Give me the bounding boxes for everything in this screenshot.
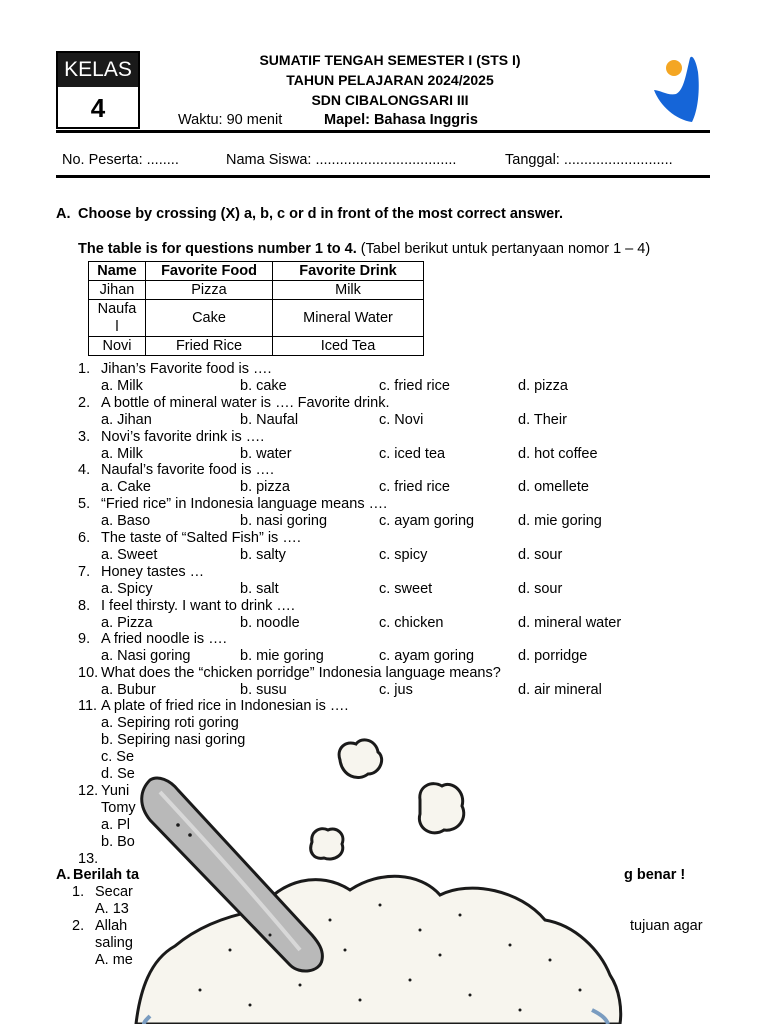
subject: Mapel: Bahasa Inggris (324, 112, 478, 128)
answer-option[interactable]: a. Pizza (101, 614, 153, 631)
question-number: 12. (78, 783, 99, 799)
table-cell: Novi (89, 337, 146, 356)
answer-option[interactable]: d. sour (518, 547, 563, 563)
answer-option[interactable]: c. fried rice (379, 378, 450, 394)
answer-option[interactable]: d. pizza (518, 378, 568, 394)
question-number: 6. (78, 530, 91, 546)
answer-option[interactable]: c. Novi (379, 411, 424, 428)
answer-option[interactable]: c. iced tea (379, 445, 446, 462)
question-number: 8. (78, 597, 91, 614)
question-text-end: tujuan agar (630, 918, 703, 934)
answer-option[interactable]: a. Baso (101, 513, 151, 530)
answer-option[interactable]: c. spicy (379, 547, 428, 563)
question-number: 2. (72, 918, 85, 934)
question-number: 3. (78, 428, 91, 445)
table-intro-translation: (Tabel berikut untuk pertanyaan nomor 1 – 4) (360, 241, 651, 257)
section-a-instruction: Choose by crossing (X) a, b, c or d in front of the most correct answer. (78, 206, 564, 222)
table-cell-line: l (115, 319, 119, 335)
answer-option[interactable]: a. Sweet (101, 547, 158, 563)
table-cell-line: Naufa (97, 301, 137, 317)
question-number: 13. (78, 851, 99, 867)
answer-option[interactable]: c. Se (101, 749, 135, 765)
student-name: Nama Siswa: ................................... (226, 152, 457, 168)
answer-option[interactable]: b. salty (240, 547, 286, 563)
question-number: 7. (78, 563, 91, 580)
question-text: Naufal’s favorite food is …. (101, 462, 275, 479)
question-text: Yuni (101, 783, 130, 799)
exam-title: SUMATIF TENGAH SEMESTER I (STS I) (259, 52, 521, 68)
section-b-label: A. (56, 867, 71, 883)
answer-option[interactable]: c. ayam goring (379, 513, 475, 530)
question-text: A plate of fried rice in Indonesian is …. (101, 698, 349, 714)
question-number: 9. (78, 631, 91, 648)
answer-option[interactable]: c. jus (379, 682, 413, 699)
answer-option[interactable]: A. me (95, 952, 133, 968)
table-cell: Iced Tea (273, 337, 424, 356)
academic-year: TAHUN PELAJARAN 2024/2025 (286, 72, 494, 88)
answer-option[interactable]: b. water (240, 445, 292, 462)
question-text: A bottle of mineral water is …. Favorite drink. (101, 394, 390, 411)
answer-option[interactable]: b. pizza (240, 479, 290, 496)
question-number: 2. (78, 394, 91, 411)
question-number: 5. (78, 496, 91, 513)
question-text: Jihan’s Favorite food is …. (101, 361, 272, 377)
answer-option[interactable]: c. chicken (379, 614, 444, 631)
question-text: Honey tastes … (101, 563, 205, 580)
table-header: Favorite Food (146, 262, 273, 281)
answer-option[interactable]: c. sweet (379, 580, 433, 597)
answer-option[interactable]: d. sour (518, 580, 563, 597)
answer-option[interactable]: c. ayam goring (379, 648, 475, 665)
question-text: The taste of “Salted Fish” is …. (101, 530, 301, 546)
answer-option[interactable]: b. mie goring (240, 648, 324, 665)
answer-option[interactable]: a. Milk (101, 378, 143, 394)
question-text: Secar (95, 884, 133, 900)
answer-option[interactable]: d. mineral water (518, 614, 622, 631)
kelas-number: 4 (90, 93, 106, 123)
answer-option[interactable]: a. Jihan (101, 411, 152, 428)
answer-option[interactable]: b. Bo (101, 834, 135, 850)
question-text: Novi’s favorite drink is …. (101, 428, 265, 445)
answer-option[interactable]: b. nasi goring (240, 513, 328, 530)
question-number: 4. (78, 462, 91, 479)
duration: Waktu: 90 menit (178, 112, 283, 128)
kelas-label: KELAS (58, 53, 138, 87)
answer-option[interactable]: b. noodle (240, 614, 300, 631)
school-name: SDN CIBALONGSARI III (311, 92, 469, 108)
question-number: 1. (72, 884, 85, 900)
answer-option[interactable]: b. cake (240, 378, 287, 394)
question-text: What does the “chicken porridge” Indonesia language means? (101, 665, 501, 682)
answer-option[interactable]: b. susu (240, 682, 287, 699)
answer-option[interactable]: d. porridge (518, 648, 588, 665)
answer-option[interactable]: a. Cake (101, 479, 151, 496)
question-number: 1. (78, 361, 91, 377)
date-field: Tanggal: ........................... (505, 152, 673, 168)
question-number: 11. (78, 698, 98, 714)
answer-option[interactable]: d. Se (101, 766, 135, 782)
table-cell: Pizza (146, 281, 273, 300)
section-b-instruction-end: g benar ! (624, 867, 686, 883)
answer-option[interactable]: b. salt (240, 580, 279, 597)
table-header: Favorite Drink (273, 262, 424, 281)
answer-option[interactable]: c. fried rice (379, 479, 450, 496)
answer-option[interactable]: d. air mineral (518, 682, 602, 699)
table-cell: Mineral Water (273, 300, 424, 337)
answer-option[interactable]: A. 13 (95, 901, 129, 917)
answer-option[interactable]: a. Nasi goring (101, 648, 191, 665)
table-cell: Milk (273, 281, 424, 300)
participant-number: No. Peserta: ........ (62, 152, 179, 168)
section-a-label: A. (56, 206, 71, 222)
question-text: A fried noodle is …. (101, 631, 227, 648)
answer-option[interactable]: a. Spicy (101, 580, 153, 597)
answer-option[interactable]: a. Bubur (101, 682, 156, 699)
table-cell: Fried Rice (146, 337, 273, 356)
section-b-instruction: Berilah ta (73, 867, 140, 883)
answer-option[interactable]: d. mie goring (518, 513, 602, 530)
question-number: 10. (78, 665, 99, 682)
question-text: “Fried rice” in Indonesia language means …. (101, 496, 388, 513)
answer-option[interactable]: a. Sepiring roti goring (101, 715, 239, 731)
answer-option[interactable]: b. Naufal (240, 411, 299, 428)
answer-option[interactable]: a. Milk (101, 445, 143, 462)
question-text: Tomy (101, 800, 136, 816)
table-header: Name (89, 262, 146, 281)
table-cell: Cake (146, 300, 273, 337)
answer-option[interactable]: b. Sepiring nasi goring (101, 732, 246, 748)
table-cell: Jihan (89, 281, 146, 300)
answer-option[interactable]: d. omellete (518, 479, 589, 496)
answer-option[interactable]: a. Pl (101, 817, 131, 833)
table-intro-bold: The table is for questions number 1 to 4. (78, 241, 357, 257)
question-text: I feel thirsty. I want to drink …. (101, 597, 295, 614)
question-text: Allah (95, 918, 128, 934)
question-text: saling (95, 935, 133, 951)
answer-option[interactable]: d. hot coffee (518, 445, 598, 462)
answer-option[interactable]: d. Their (518, 411, 567, 428)
